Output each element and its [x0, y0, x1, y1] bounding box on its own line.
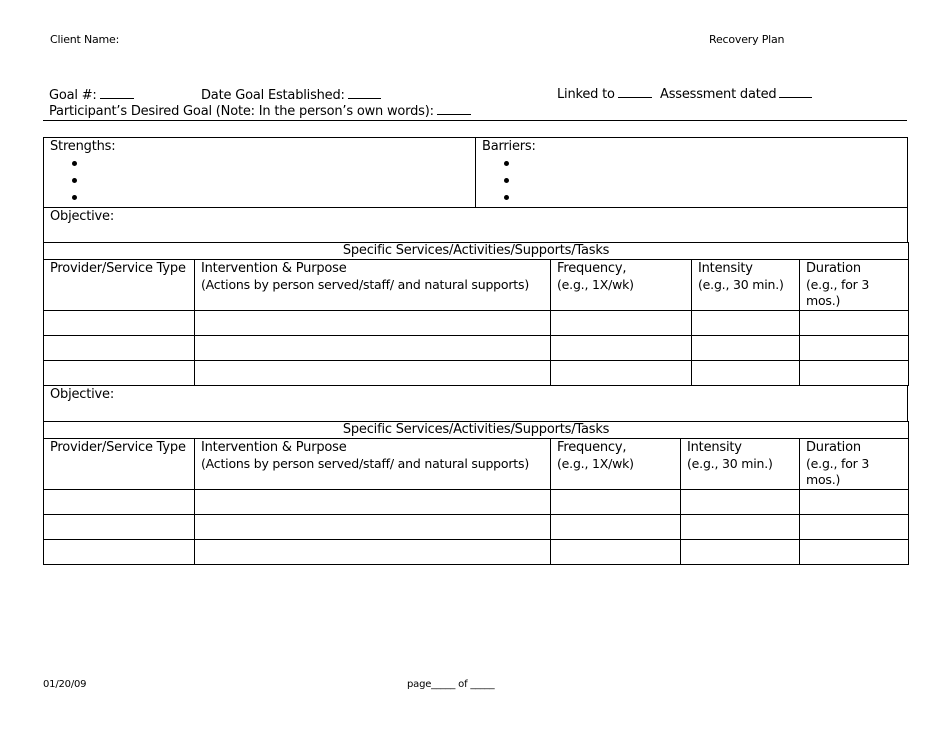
intervention-header: [195, 260, 551, 311]
barriers-label: Barriers:: [482, 139, 536, 154]
intensity-cell[interactable]: [681, 515, 800, 540]
duration-cell[interactable]: [800, 361, 909, 386]
intensity-cell[interactable]: [692, 311, 800, 336]
intensity-header-sub: (e.g., 30 min.): [698, 277, 784, 292]
duration-cell[interactable]: [800, 515, 909, 540]
services-table-1: [43, 242, 909, 386]
barriers-box[interactable]: [475, 137, 908, 208]
provider-cell[interactable]: [44, 311, 195, 336]
frequency-cell[interactable]: [551, 361, 692, 386]
desired-goal-field[interactable]: [49, 103, 471, 119]
provider-header: [44, 260, 195, 311]
intervention-header-label: Intervention & Purpose: [201, 440, 347, 455]
objective-2-box[interactable]: [43, 385, 908, 422]
assessment-dated-label: Assessment dated: [660, 87, 777, 102]
frequency-header: [551, 260, 692, 311]
client-name-label: Client Name:: [50, 33, 120, 46]
assessment-dated-blank: [779, 86, 812, 98]
table-row: [44, 490, 909, 515]
goal-number-field[interactable]: [49, 87, 134, 103]
table-row: [44, 311, 909, 336]
duration-cell[interactable]: [800, 490, 909, 515]
objective-label: Objective:: [50, 209, 115, 224]
linked-to-label: Linked to: [557, 87, 615, 102]
intensity-cell[interactable]: [681, 540, 800, 565]
linked-to-blank: [618, 86, 652, 98]
bullet: [72, 195, 77, 200]
footer-page-number: page_____ of _____: [407, 679, 495, 690]
intensity-cell[interactable]: [681, 490, 800, 515]
header-divider: [43, 120, 907, 121]
frequency-header-sub: (e.g., 1X/wk): [557, 277, 634, 292]
intensity-cell[interactable]: [692, 336, 800, 361]
frequency-cell[interactable]: [551, 515, 681, 540]
intervention-cell[interactable]: [195, 311, 551, 336]
duration-cell[interactable]: [800, 311, 909, 336]
duration-header: [800, 439, 909, 490]
intensity-header-sub: (e.g., 30 min.): [687, 456, 773, 471]
provider-cell[interactable]: [44, 515, 195, 540]
desired-goal-blank: [437, 103, 471, 115]
assessment-dated-field[interactable]: [660, 86, 812, 102]
intervention-header-sub: (Actions by person served/staff/ and natural supports): [201, 456, 529, 471]
bullet: [504, 161, 509, 166]
services-table-2: [43, 421, 909, 565]
strengths-label: Strengths:: [50, 139, 116, 154]
duration-header: [800, 260, 909, 311]
duration-header-sub: (e.g., for 3 mos.): [806, 456, 870, 487]
duration-cell[interactable]: [800, 336, 909, 361]
provider-cell[interactable]: [44, 361, 195, 386]
objective-1-box[interactable]: [43, 207, 908, 243]
date-established-field[interactable]: [201, 87, 381, 103]
footer-date: 01/20/09: [43, 679, 87, 690]
objective-label: Objective:: [50, 387, 115, 402]
intervention-header-sub: (Actions by person served/staff/ and natural supports): [201, 277, 529, 292]
intervention-header-label: Intervention & Purpose: [201, 261, 347, 276]
intervention-cell[interactable]: [195, 361, 551, 386]
bullet: [72, 178, 77, 183]
intervention-cell[interactable]: [195, 515, 551, 540]
frequency-header: [551, 439, 681, 490]
frequency-cell[interactable]: [551, 540, 681, 565]
intervention-cell[interactable]: [195, 490, 551, 515]
services-title: Specific Services/Activities/Supports/Tasks: [44, 422, 909, 439]
intensity-header: [681, 439, 800, 490]
duration-header-sub: (e.g., for 3 mos.): [806, 277, 870, 308]
services-title: Specific Services/Activities/Supports/Tasks: [44, 243, 909, 260]
plan-title: Recovery Plan: [709, 33, 785, 46]
duration-cell[interactable]: [800, 540, 909, 565]
table-row: [44, 540, 909, 565]
table-row: [44, 336, 909, 361]
duration-header-label: Duration: [806, 261, 861, 276]
provider-cell[interactable]: [44, 336, 195, 361]
frequency-cell[interactable]: [551, 490, 681, 515]
date-established-blank: [348, 87, 381, 99]
bullet: [504, 178, 509, 183]
frequency-cell[interactable]: [551, 336, 692, 361]
intervention-header: [195, 439, 551, 490]
intensity-header-label: Intensity: [698, 261, 753, 276]
table-row: [44, 361, 909, 386]
intervention-cell[interactable]: [195, 336, 551, 361]
linked-to-field[interactable]: [557, 86, 652, 102]
intensity-header-label: Intensity: [687, 440, 742, 455]
duration-header-label: Duration: [806, 440, 861, 455]
frequency-header-label: Frequency,: [557, 440, 627, 455]
frequency-header-label: Frequency,: [557, 261, 627, 276]
frequency-cell[interactable]: [551, 311, 692, 336]
provider-cell[interactable]: [44, 540, 195, 565]
provider-header: [44, 439, 195, 490]
strengths-box[interactable]: [43, 137, 476, 208]
goal-number-label: Goal #:: [49, 88, 97, 103]
intervention-cell[interactable]: [195, 540, 551, 565]
intensity-cell[interactable]: [692, 361, 800, 386]
date-established-label: Date Goal Established:: [201, 88, 345, 103]
intensity-header: [692, 260, 800, 311]
provider-cell[interactable]: [44, 490, 195, 515]
bullet: [504, 195, 509, 200]
desired-goal-label: Participant’s Desired Goal (Note: In the person’s own words):: [49, 104, 434, 119]
goal-number-blank: [100, 87, 134, 99]
bullet: [72, 161, 77, 166]
provider-header-label: Provider/Service Type: [50, 440, 186, 455]
table-row: [44, 515, 909, 540]
frequency-header-sub: (e.g., 1X/wk): [557, 456, 634, 471]
provider-header-label: Provider/Service Type: [50, 261, 186, 276]
